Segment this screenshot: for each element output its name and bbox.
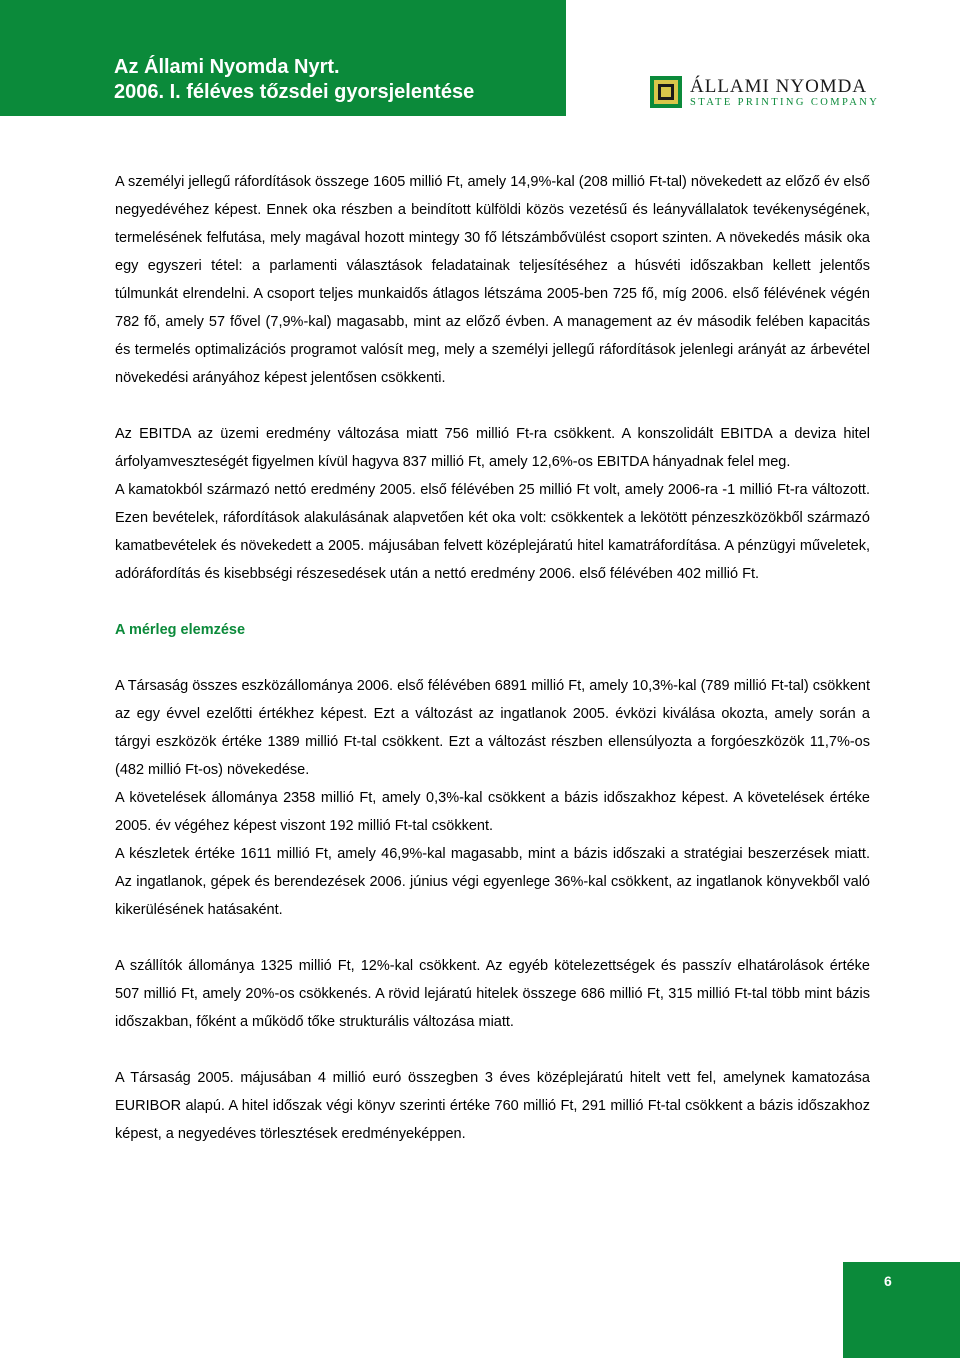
page-number: 6 <box>884 1273 892 1289</box>
state-printing-logo-mark-icon <box>650 76 682 108</box>
document-title-line1: Az Állami Nyomda Nyrt. <box>114 56 340 78</box>
paragraph-interest: A kamatokból származó nettó eredmény 2005. első félévében 25 millió Ft volt, amely 2006-ra -1 millió Ft-ra változott. Ezen bevételek, ráfordítások alakulásának alapvetően két oka volt: csökkentek a lekötött pénzeszközökből származó kamatbevételek és növekedett a 2005. májusában felvett középlejáratú hitel kamatráfordítása. A pénzügyi műveletek, adóráfordítás és kisebbségi részesedések után a nettó eredmény 2006. első félévében 402 millió Ft. <box>115 482 870 582</box>
document-title-line2: 2006. I. féléves tőzsdei gyorsjelentése <box>114 81 475 103</box>
paragraph-inventory: A készletek értéke 1611 millió Ft, amely 46,9%-kal magasabb, mint a bázis időszaki a stratégiai beszerzések miatt. Az ingatlanok, gépek és berendezések 2006. június végi egyenlege 36%-kal csökkent, az ingatlanok könyvekből való kikerülésének hatásaként. <box>115 846 870 918</box>
page-number-box <box>843 1262 960 1358</box>
document-body <box>115 168 870 1148</box>
paragraph-loan: A Társaság 2005. májusában 4 millió euró összegben 3 éves középlejáratú hitelt vett fel, amelynek kamatozása EURIBOR alapú. A hitel időszak végi könyv szerinti értéke 760 millió Ft, 291 millió Ft-tal csökkent a bázis időszakhoz képest, a negyedéves törlesztések eredményeképpen. <box>115 1070 870 1142</box>
logo-subtitle: STATE PRINTING COMPANY <box>690 97 880 108</box>
document-title <box>114 55 474 105</box>
paragraph-suppliers: A szállítók állománya 1325 millió Ft, 12%-kal csökkent. Az egyéb kötelezettségek és passzív elhatárolások értéke 507 millió Ft, amely 20%-os csökkenés. A rövid lejáratú hitelek összege 686 millió Ft, 315 millió Ft-tal több mint bázis időszakban, főként a működő tőke strukturális változása miatt. <box>115 958 870 1030</box>
company-logo <box>650 76 880 110</box>
paragraph-total-assets: A Társaság összes eszközállománya 2006. első félévében 6891 millió Ft, amely 10,3%-kal (789 millió Ft-tal) csökkent az egy évvel ezelőtti értékhez képest. Ezt a változást az ingatlanok 2005. évközi kiválása okozta, amely során a tárgyi eszközök értéke 1389 millió Ft-tal csökkent. Ezt a változást részben ellensúlyozta a forgóeszközök 11,7%-os (482 millió Ft-os) növekedése. <box>115 678 870 778</box>
section-heading-balance: A mérleg elemzése <box>115 622 246 638</box>
logo-wordmark: ÁLLAMI NYOMDA <box>690 76 868 97</box>
paragraph-ebitda: Az EBITDA az üzemi eredmény változása miatt 756 millió Ft-ra csökkent. A konszolidált EBITDA a deviza hitel árfolyamveszteségét figyelmen kívül hagyva 837 millió Ft, amely 12,6%-os EBITDA hányadnak felel meg. <box>115 426 870 470</box>
paragraph-receivables: A követelések állománya 2358 millió Ft, amely 0,3%-kal csökkent a bázis időszakhoz képest. A követelések értéke 2005. év végéhez képest viszont 192 millió Ft-tal csökkent. <box>115 790 870 834</box>
paragraph-personnel-costs: A személyi jellegű ráfordítások összege 1605 millió Ft, amely 14,9%-kal (208 millió Ft-tal) növekedett az előző év első negyedévéhez képest. Ennek oka részben a beindított külföldi közös vezetésű és leányvállalatok tevékenységének, termelésének felfutása, mely magával hozott mintegy 30 fő létszámbővülést csoport szinten. A növekedés másik oka egy egyszeri tétel: a parlamenti választások feladatainak teljesítéséhez a húsvéti időszakban kellett jelentős túlmunkát elrendelni. A csoport teljes munkaidős átlagos létszáma 2005-ben 725 fő, míg 2006. első félévének végén 782 fő, amely 57 fővel (7,9%-kal) magasabb, mint az előző évben. A management az év második felében kapacitás és termelés optimalizációs programot valósít meg, mely a személyi jellegű ráfordítások jelenlegi arányát az árbevétel növekedési arányához képest jelentősen csökkenti. <box>115 174 870 386</box>
